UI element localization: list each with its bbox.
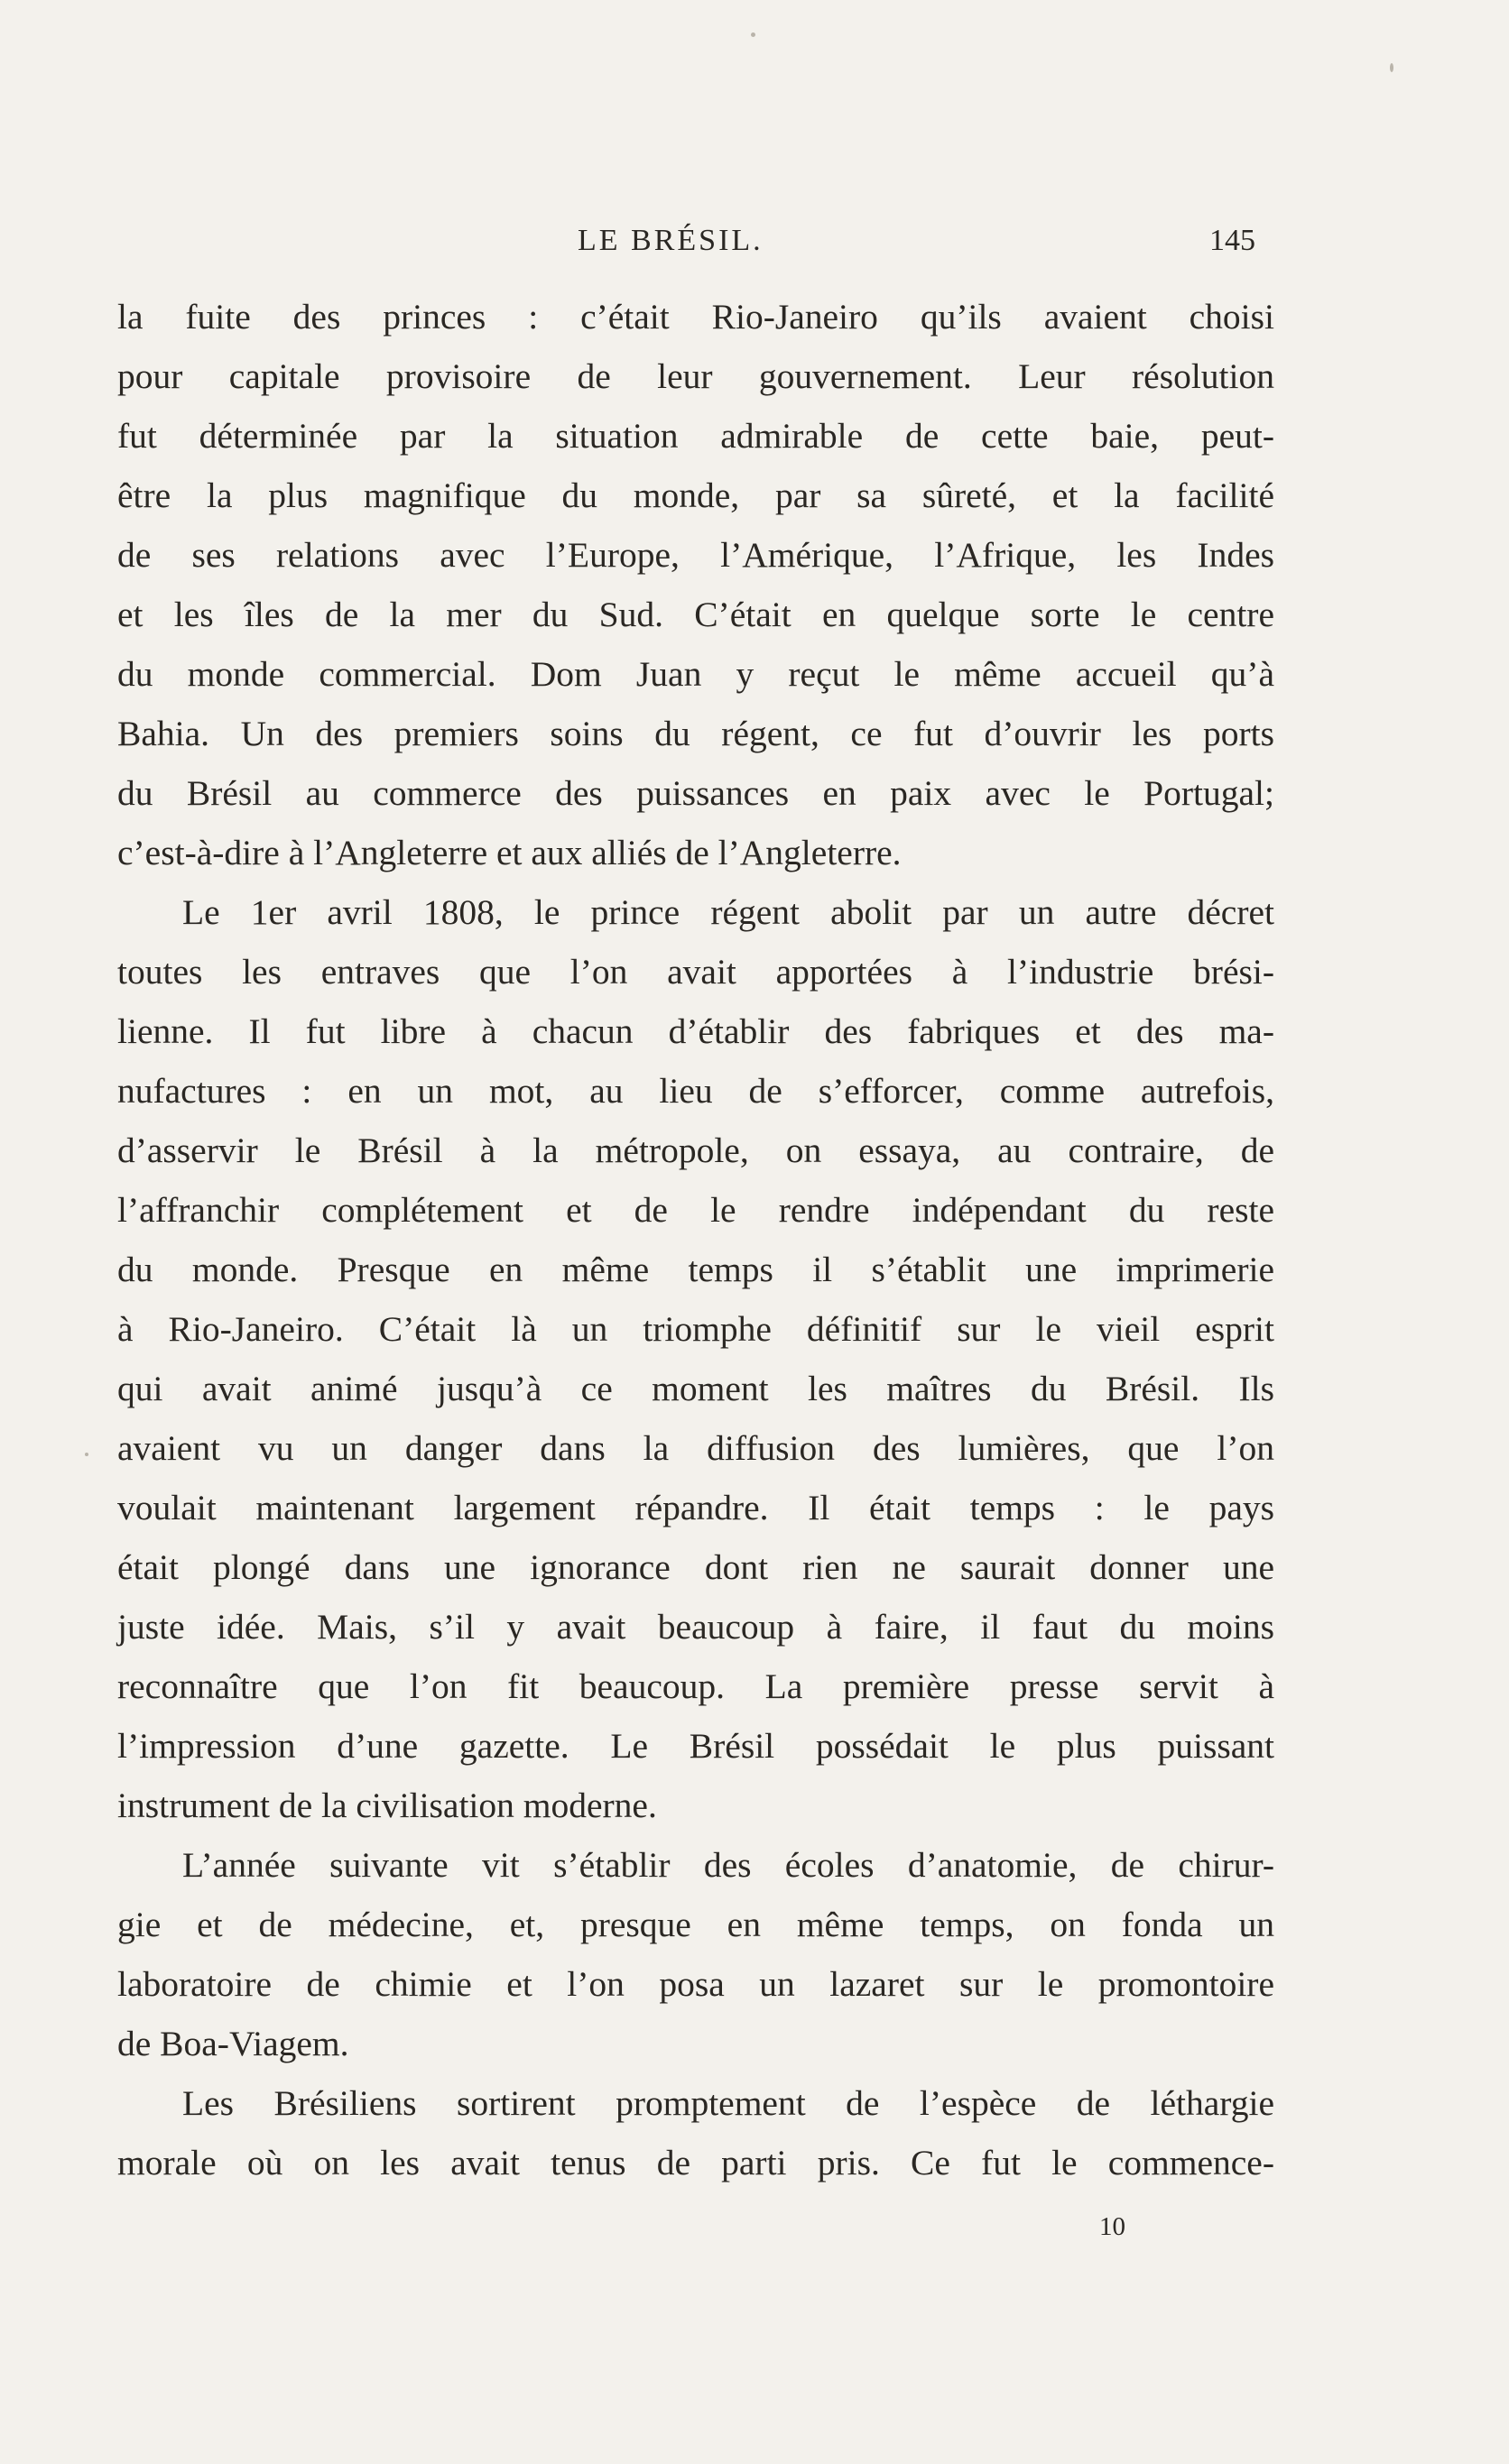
text-line: L’année suivante vit s’établir des écoles d’anatomie, de chirur- xyxy=(182,1845,1274,1885)
text-line: à Rio-Janeiro. C’était là un triomphe définitif sur le vieil esprit xyxy=(117,1309,1274,1349)
body-text xyxy=(117,287,1274,2192)
text-line: pour capitale provisoire de leur gouvernement. Leur résolution xyxy=(117,356,1274,396)
running-head xyxy=(0,224,1509,263)
paper-speck xyxy=(85,1453,88,1456)
text-line: toutes les entraves que l’on avait apportées à l’industrie brési- xyxy=(117,952,1274,992)
text-line: gie et de médecine, et, presque en même temps, on fonda un xyxy=(117,1905,1274,1944)
running-title: LE BRÉSIL. xyxy=(578,224,764,257)
text-line: du monde commercial. Dom Juan y reçut le même accueil qu’à xyxy=(117,654,1274,694)
text-line: l’affranchir complétement et de le rendre indépendant du reste xyxy=(117,1190,1274,1230)
text-line: Bahia. Un des premiers soins du régent, ce fut d’ouvrir les ports xyxy=(117,714,1274,753)
text-line: reconnaître que l’on fit beaucoup. La première presse servit à xyxy=(117,1666,1274,1706)
text-line: du Brésil au commerce des puissances en paix avec le Portugal; xyxy=(117,773,1274,813)
paragraph-4 xyxy=(117,2073,1274,2192)
text-line: Les Brésiliens sortirent promptement de l’espèce de léthargie xyxy=(182,2083,1274,2123)
text-line: l’impression d’une gazette. Le Brésil possédait le plus puissant xyxy=(117,1726,1274,1766)
text-line: c’est-à-dire à l’Angleterre et aux alliés de l’Angleterre. xyxy=(117,833,902,872)
text-line: juste idée. Mais, s’il y avait beaucoup à faire, il faut du moins xyxy=(117,1607,1274,1647)
text-line: de Boa-Viagem. xyxy=(117,2024,349,2063)
text-line: être la plus magnifique du monde, par sa sûreté, et la facilité xyxy=(117,475,1274,515)
text-line: avaient vu un danger dans la diffusion des lumières, que l’on xyxy=(117,1428,1274,1468)
paper-speck xyxy=(751,32,755,37)
text-line: d’asservir le Brésil à la métropole, on essaya, au contraire, de xyxy=(117,1130,1274,1170)
text-line: était plongé dans une ignorance dont rien ne saurait donner une xyxy=(117,1547,1274,1587)
signature-mark: 10 xyxy=(1099,2212,1125,2241)
text-line: Le 1er avril 1808, le prince régent abolit par un autre décret xyxy=(182,892,1274,932)
text-line: du monde. Presque en même temps il s’établit une imprimerie xyxy=(117,1250,1274,1289)
text-line: nufactures : en un mot, au lieu de s’efforcer, comme autrefois, xyxy=(117,1071,1274,1111)
text-line: voulait maintenant largement répandre. Il était temps : le pays xyxy=(117,1488,1274,1527)
paper-speck xyxy=(1390,63,1393,72)
text-line: lienne. Il fut libre à chacun d’établir des fabriques et des ma- xyxy=(117,1011,1274,1051)
page-number: 145 xyxy=(1209,224,1255,257)
paragraph-2 xyxy=(117,882,1274,1835)
text-line: la fuite des princes : c’était Rio-Janeiro qu’ils avaient choisi xyxy=(117,297,1274,337)
text-line: morale où on les avait tenus de parti pris. Ce fut le commence- xyxy=(117,2143,1274,2183)
paragraph-3 xyxy=(117,1835,1274,2073)
text-line: qui avait animé jusqu’à ce moment les maîtres du Brésil. Ils xyxy=(117,1369,1274,1408)
text-line: de ses relations avec l’Europe, l’Amérique, l’Afrique, les Indes xyxy=(117,535,1274,575)
text-line: et les îles de la mer du Sud. C’était en quelque sorte le centre xyxy=(117,595,1274,634)
paragraph-1 xyxy=(117,287,1274,882)
text-line: laboratoire de chimie et l’on posa un lazaret sur le promontoire xyxy=(117,1964,1274,2004)
text-line: instrument de la civilisation moderne. xyxy=(117,1786,657,1825)
text-line: fut déterminée par la situation admirable de cette baie, peut- xyxy=(117,416,1274,456)
